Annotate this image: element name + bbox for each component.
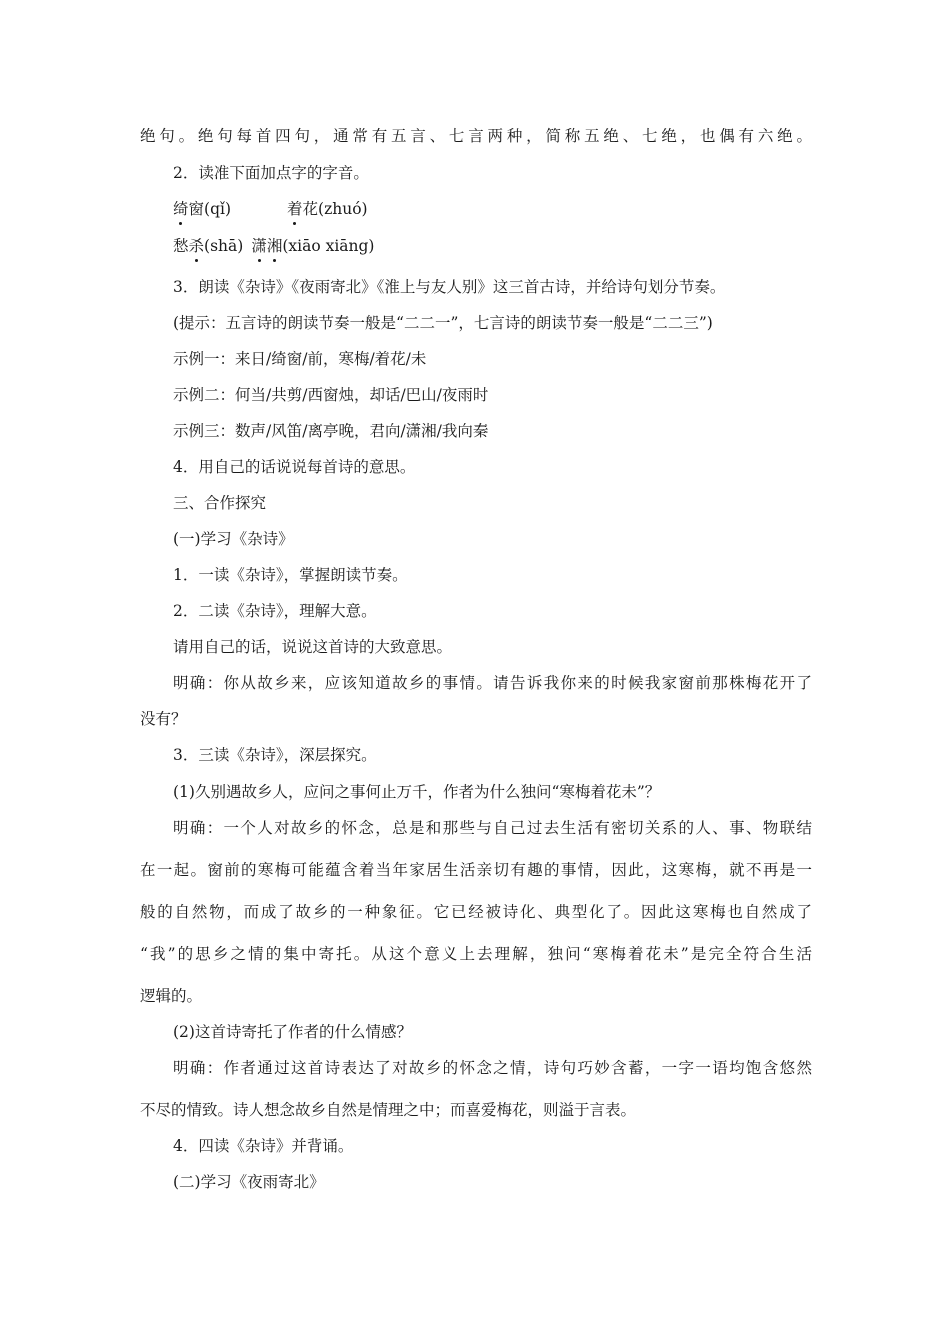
pinyin-row	[173, 236, 812, 256]
paragraph-line: 没有？	[140, 710, 187, 728]
paragraph-line: 请用自己的话，说说这首诗的大致意思。	[173, 638, 453, 656]
pinyin-row	[173, 199, 812, 219]
dotted-char: 湘	[266, 237, 283, 255]
paragraph-line: 明确：你从故乡来，应该知道故乡的事情。请告诉我你来的时候我家窗前那株梅花开了	[173, 674, 812, 692]
pinyin-item	[173, 236, 243, 256]
section-heading: 三、合作探究	[173, 494, 267, 512]
section-item: 4．用自己的话说说每首诗的意思。	[173, 458, 416, 476]
hint-text: (提示：五言诗的朗读节奏一般是“二二一”，七言诗的朗读节奏一般是“二二三”)	[173, 314, 713, 332]
paragraph-line: 逻辑的。	[140, 987, 203, 1005]
section-item: 1．一读《杂诗》，掌握朗读节奏。	[173, 566, 408, 584]
pinyin-text: (xiāo xiāng)	[282, 237, 375, 255]
pinyin-text: (shā)	[204, 237, 244, 255]
dotted-char: 潇	[251, 237, 267, 255]
section-item: 2．二读《杂诗》，理解大意。	[173, 602, 377, 620]
section-item: 3．三读《杂诗》，深层探究。	[173, 746, 377, 764]
question-line: (2)这首诗寄托了作者的什么情感？	[173, 1023, 412, 1041]
pinyin-text: 花(zhuó)	[302, 200, 368, 218]
paragraph-line: 般的自然物，而成了故乡的一种象征。它已经被诗化、典型化了。因此这寒梅也自然成了	[140, 903, 812, 921]
dotted-char: 绮	[173, 200, 189, 218]
paragraph-line: 在一起。窗前的寒梅可能蕴含着当年家居生活亲切有趣的事情，因此，这寒梅，就不再是一	[140, 861, 812, 879]
dotted-char: 杀	[188, 237, 205, 255]
pinyin-item	[251, 236, 374, 256]
paragraph-line: 绝句。绝句每首四句，通常有五言、七言两种，简称五绝、七绝，也偶有六绝。	[140, 127, 812, 145]
plain-char: 愁	[173, 237, 189, 255]
subsection-heading: (二)学习《夜雨寄北》	[173, 1173, 325, 1191]
subsection-heading: (一)学习《杂诗》	[173, 530, 294, 548]
example-line: 示例一：来日/绮窗/前，寒梅/着花/未	[173, 350, 427, 368]
paragraph-line: 明确：一个人对故乡的怀念，总是和那些与自己过去生活有密切关系的人、事、物联结	[173, 819, 812, 837]
pinyin-item	[287, 199, 368, 219]
section-item: 3．朗读《杂诗》《夜雨寄北》《淮上与友人别》这三首古诗，并给诗句划分节奏。	[173, 278, 726, 296]
example-line: 示例三：数声/风笛/离亭晚，君向/潇湘/我向秦	[173, 422, 489, 440]
section-item: 2．读准下面加点字的字音。	[173, 164, 369, 182]
paragraph-line: 不尽的情致。诗人想念故乡自然是情理之中；而喜爱梅花，则溢于言表。	[140, 1101, 637, 1119]
example-line: 示例二：何当/共剪/西窗烛，却话/巴山/夜雨时	[173, 386, 489, 404]
question-line: (1)久别遇故乡人，应问之事何止万千，作者为什么独问“寒梅着花未”？	[173, 783, 661, 801]
paragraph-line: 明确：作者通过这首诗表达了对故乡的怀念之情，诗句巧妙含蓄，一字一语均饱含悠然	[173, 1059, 812, 1077]
section-item: 4．四读《杂诗》并背诵。	[173, 1137, 354, 1155]
dotted-char: 着	[287, 200, 303, 218]
paragraph-line: “我”的思乡之情的集中寄托。从这个意义上去理解，独问“寒梅着花未”是完全符合生活	[140, 945, 812, 963]
pinyin-item	[173, 199, 231, 219]
pinyin-text: 窗(qǐ)	[188, 200, 231, 218]
